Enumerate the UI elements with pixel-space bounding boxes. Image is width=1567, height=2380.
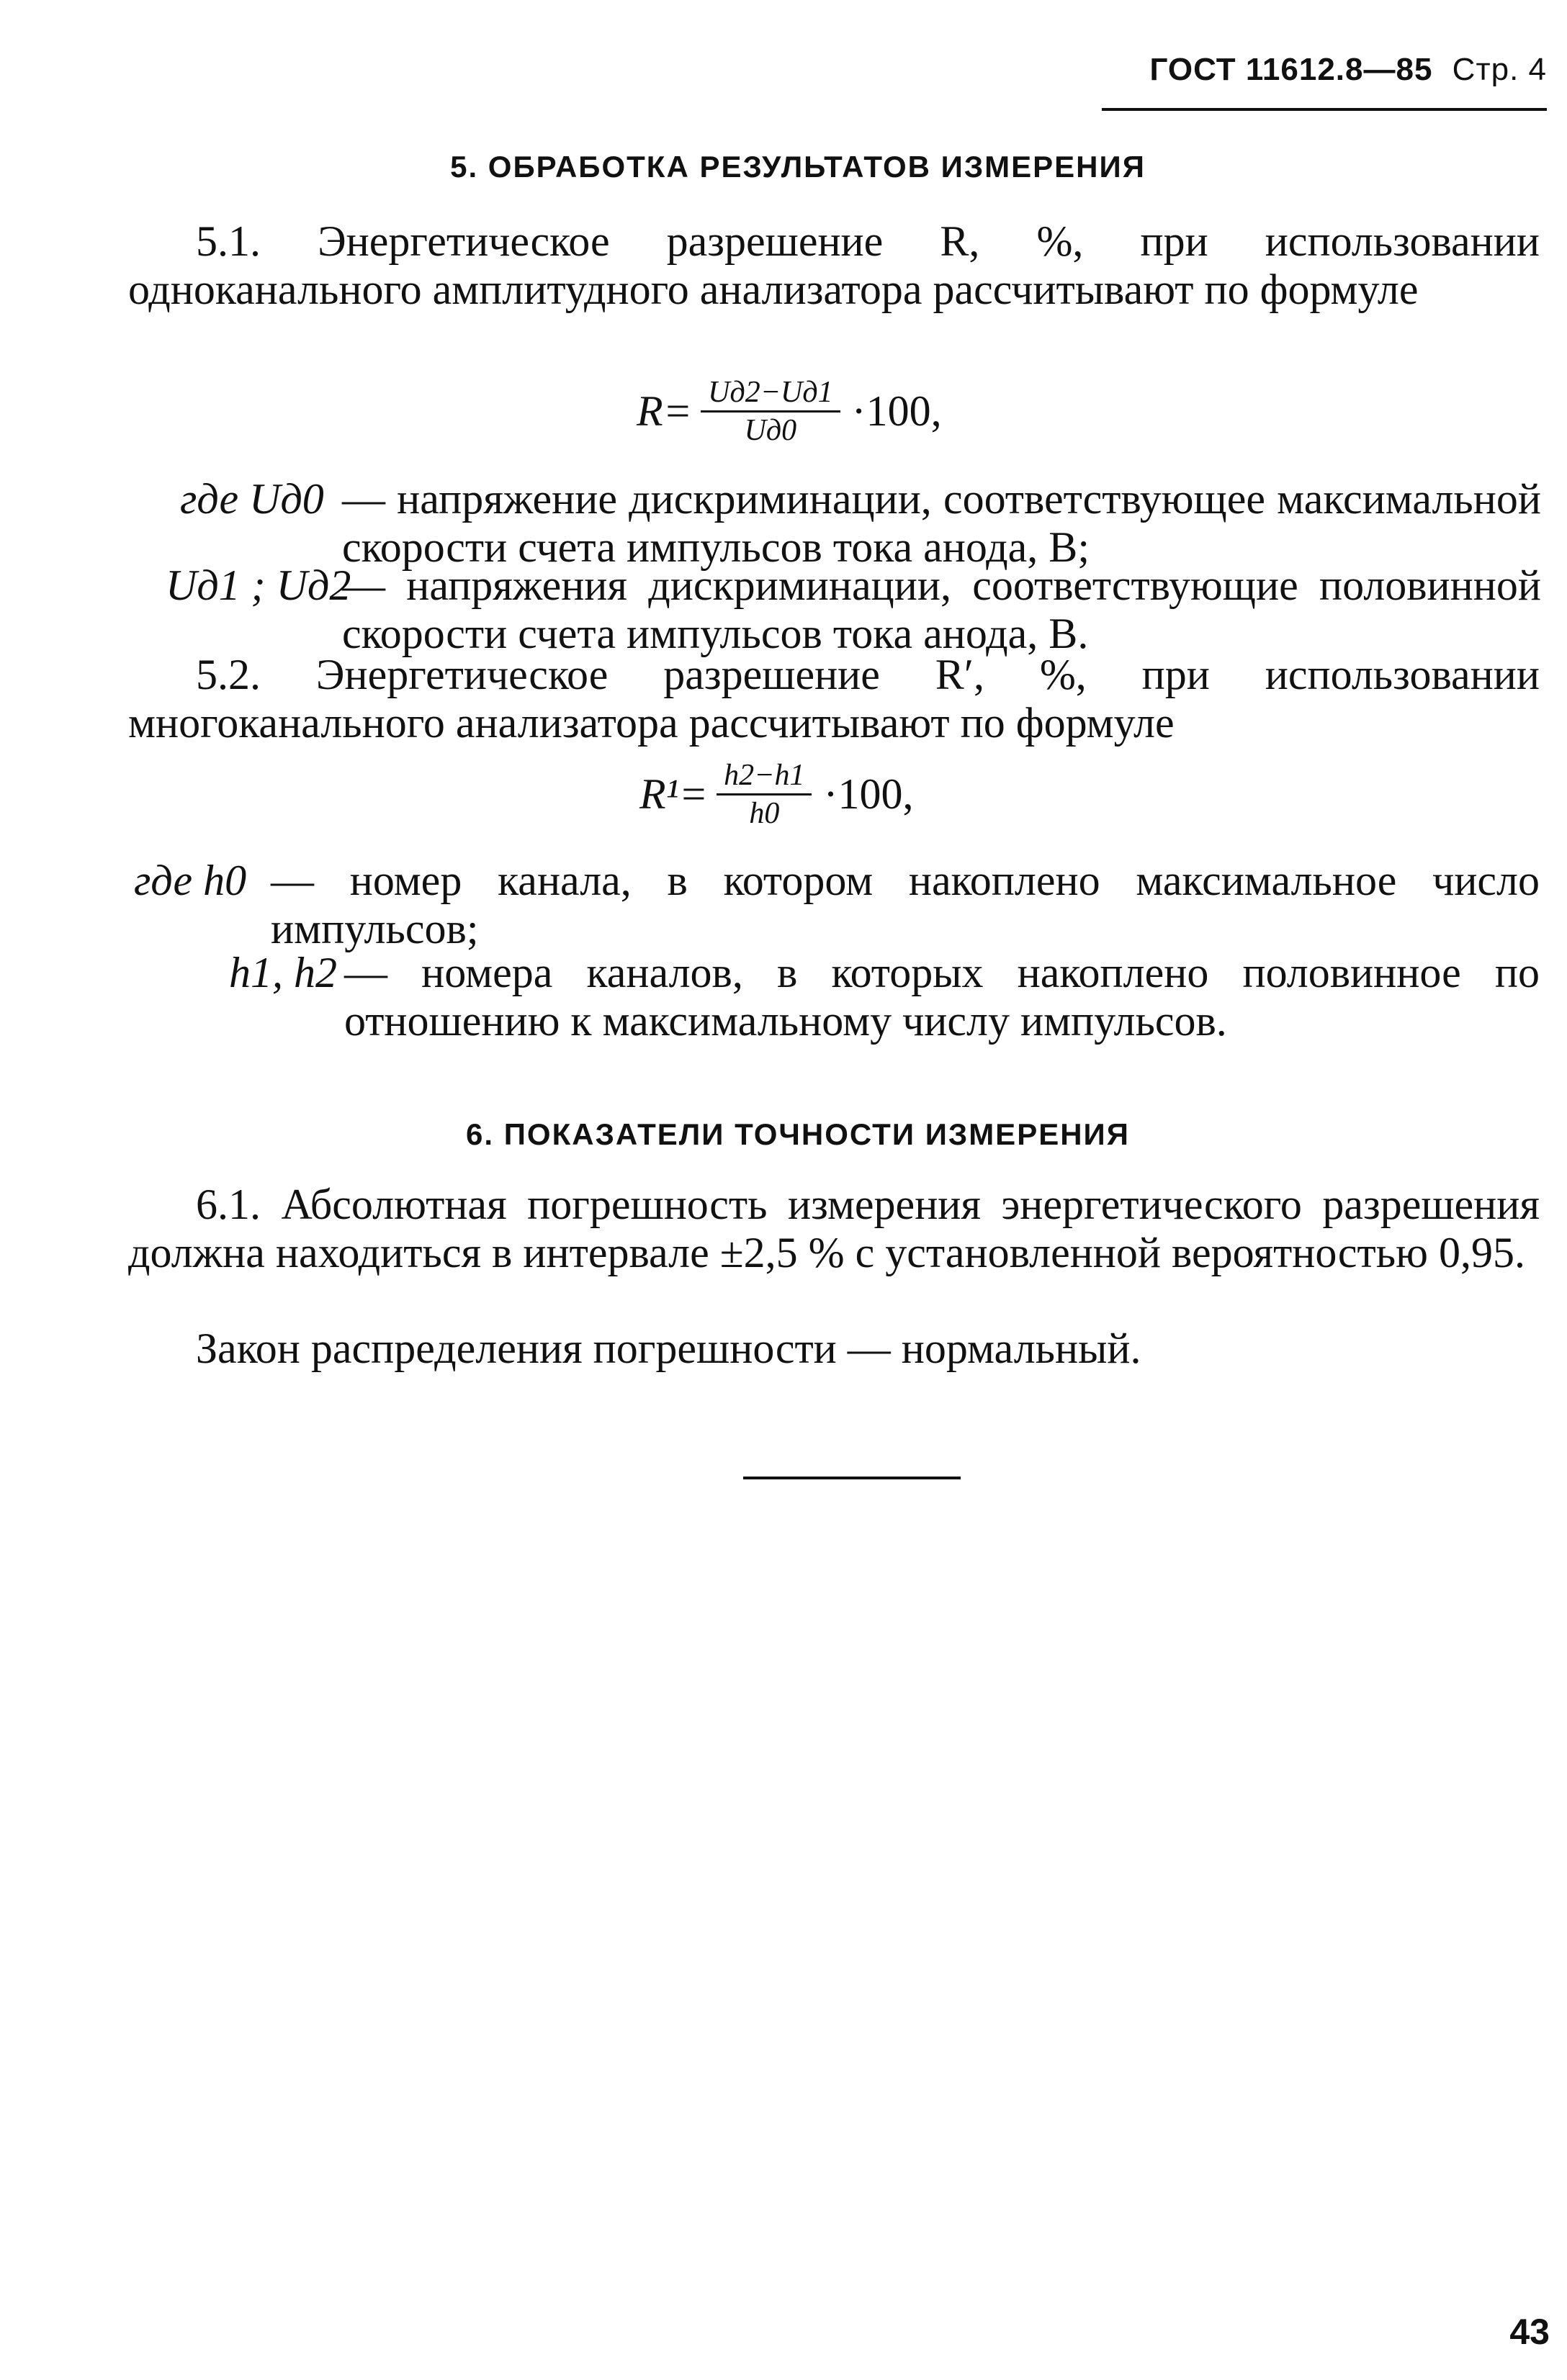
- formula-r-tail: ·100,: [851, 387, 942, 435]
- definition-ud1-ud2: [166, 562, 1541, 662]
- definition-ud0: [180, 475, 1541, 576]
- paragraph-5-2-text: 5.2. Энергетическое разрешение R′, %, при использовании многоканального анализатора рассчитывают по формуле: [128, 651, 1540, 747]
- definition-h1-h2: [134, 949, 1540, 1050]
- paragraph-6-2: [128, 1325, 1540, 1373]
- formula-r-prime: [639, 757, 913, 831]
- header-rule: [1102, 108, 1547, 111]
- header-page-label: Стр. 4: [1452, 52, 1547, 87]
- end-rule: [743, 1477, 961, 1479]
- section-5-heading: 5. ОБРАБОТКА РЕЗУЛЬТАТОВ ИЗМЕРЕНИЯ: [450, 150, 1146, 184]
- paragraph-5-1: [128, 217, 1540, 314]
- formula-r-numerator: Uд2−Uд1: [708, 376, 833, 409]
- definition-h0: [134, 857, 1540, 957]
- paragraph-5-2: [128, 651, 1540, 747]
- definition-ud0-text: — напряжение дискриминации, соответствующее максимальной скорости счета импульсов тока анода, В;: [342, 475, 1541, 571]
- paragraph-6-2-text: Закон распределения погрешности — нормальный.: [196, 1325, 1141, 1372]
- paragraph-6-1: [128, 1181, 1540, 1277]
- definition-h1-h2-text: — номера каналов, в которых накоплено половинное по отношению к максимальному числу импульсов.: [344, 949, 1540, 1045]
- standard-number: ГОСТ 11612.8—85: [1149, 52, 1433, 87]
- running-header: [1150, 52, 1548, 88]
- page-number: 43: [1509, 2312, 1550, 2352]
- paragraph-5-1-text: 5.1. Энергетическое разрешение R, %, при использовании одноканального амплитудного анализатора рассчитывают по формуле: [128, 217, 1540, 313]
- paragraph-6-1-text: 6.1. Абсолютная погрешность измерения энергетического разрешения должна находиться в интервале ±2,5 % с установленной вероятностью 0,95.: [128, 1181, 1540, 1276]
- formula-r-denominator: Uд0: [744, 414, 797, 447]
- definition-h1-h2-symbol: h1, h2: [229, 949, 337, 996]
- formula-r-prime-tail: ·100,: [823, 770, 914, 818]
- formula-r-prime-lhs: R¹=: [639, 770, 709, 818]
- formula-r-prime-numerator: h2−h1: [724, 759, 805, 792]
- formula-r: [637, 374, 942, 448]
- formula-r-prime-fraction: [717, 757, 812, 831]
- section-6-heading: 6. ПОКАЗАТЕЛИ ТОЧНОСТИ ИЗМЕРЕНИЯ: [466, 1117, 1130, 1151]
- definition-ud0-symbol: где Uд0: [180, 475, 324, 523]
- definition-h0-text: — номер канала, в котором накоплено максимальное число импульсов;: [271, 857, 1540, 952]
- definition-h0-symbol: где h0: [134, 857, 247, 904]
- formula-r-prime-denominator: h0: [749, 797, 780, 830]
- definition-ud1-ud2-symbol: Uд1 ; Uд2: [166, 562, 351, 609]
- formula-r-fraction: [701, 374, 840, 448]
- definition-ud1-ud2-text: — напряжения дискриминации, соответствующие половинной скорости счета импульсов тока анода, В.: [342, 562, 1541, 657]
- formula-r-lhs: R=: [637, 387, 693, 435]
